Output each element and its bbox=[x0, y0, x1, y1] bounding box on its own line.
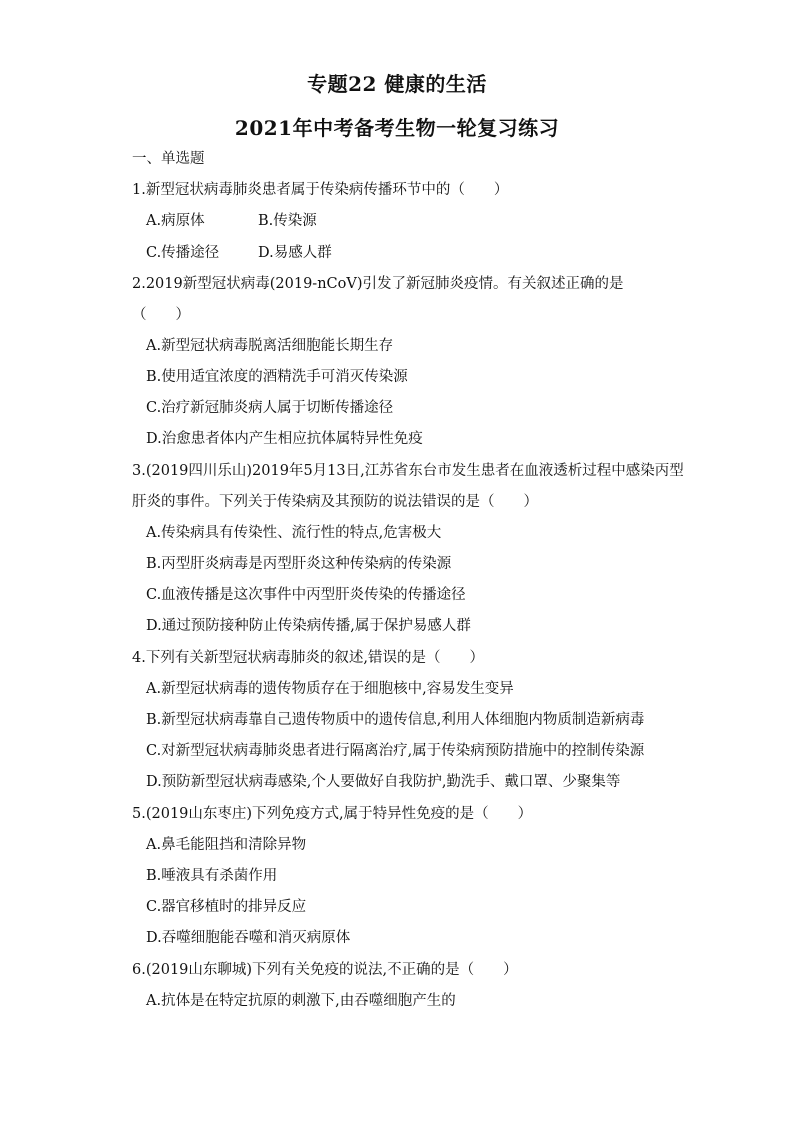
question-3-stem-cont: 肝炎的事件。下列关于传染病及其预防的说法错误的是（ ） bbox=[132, 494, 538, 510]
question-3-stem: 3.(2019四川乐山)2019年5月13日,江苏省东台市发生患者在血液透析过程中感染丙型 bbox=[132, 463, 684, 479]
question-6-stem: 6.(2019山东聊城)下列有关免疫的说法,不正确的是（ ） bbox=[132, 962, 518, 978]
question-3-option-b: B.丙型肝炎病毒是丙型肝炎这种传染病的传染源 bbox=[146, 556, 452, 572]
question-5-option-b: B.唾液具有杀菌作用 bbox=[146, 868, 278, 884]
question-3-option-a: A.传染病具有传染性、流行性的特点,危害极大 bbox=[146, 525, 442, 541]
question-1-option-c: C.传播途径 bbox=[146, 245, 220, 261]
question-4-option-a: A.新型冠状病毒的遗传物质存在于细胞核中,容易发生变异 bbox=[146, 681, 514, 697]
title-line-1: 专题22 健康的生活 bbox=[307, 72, 487, 96]
section-heading: 一、单选题 bbox=[132, 151, 205, 167]
question-2-option-b: B.使用适宜浓度的酒精洗手可消灭传染源 bbox=[146, 369, 408, 385]
question-1-option-b: B.传染源 bbox=[258, 213, 317, 229]
question-6-option-a: A.抗体是在特定抗原的刺激下,由吞噬细胞产生的 bbox=[146, 993, 456, 1009]
question-3-option-c: C.血液传播是这次事件中丙型肝炎传染的传播途径 bbox=[146, 587, 466, 603]
question-2-option-d: D.治愈患者体内产生相应抗体属特异性免疫 bbox=[146, 431, 423, 447]
question-2-stem: 2.2019新型冠状病毒(2019-nCoV)引发了新冠肺炎疫情。有关叙述正确的是 bbox=[132, 276, 624, 292]
question-5-option-c: C.器官移植时的排异反应 bbox=[146, 899, 307, 915]
question-2-option-a: A.新型冠状病毒脱离活细胞能长期生存 bbox=[146, 338, 394, 354]
question-5-option-d: D.吞噬细胞能吞噬和消灭病原体 bbox=[146, 930, 351, 946]
question-1-option-a: A.病原体 bbox=[146, 213, 205, 229]
question-2-option-c: C.治疗新冠肺炎病人属于切断传播途径 bbox=[146, 400, 394, 416]
question-1-option-d: D.易感人群 bbox=[258, 245, 332, 261]
question-2-stem-cont: （ ） bbox=[132, 307, 190, 323]
question-4-option-d: D.预防新型冠状病毒感染,个人要做好自我防护,勤洗手、戴口罩、少聚集等 bbox=[146, 774, 621, 790]
question-1-stem: 1.新型冠状病毒肺炎患者属于传染病传播环节中的（ ） bbox=[132, 182, 509, 198]
question-5-stem: 5.(2019山东枣庄)下列免疫方式,属于特异性免疫的是（ ） bbox=[132, 806, 533, 822]
question-4-option-c: C.对新型冠状病毒肺炎患者进行隔离治疗,属于传染病预防措施中的控制传染源 bbox=[146, 743, 645, 759]
title-line-2: 2021年中考备考生物一轮复习练习 bbox=[234, 116, 560, 140]
question-3-option-d: D.通过预防接种防止传染病传播,属于保护易感人群 bbox=[146, 618, 471, 634]
question-5-option-a: A.鼻毛能阻挡和清除异物 bbox=[146, 837, 307, 853]
question-4-option-b: B.新型冠状病毒靠自己遗传物质中的遗传信息,利用人体细胞内物质制造新病毒 bbox=[146, 712, 645, 728]
question-4-stem: 4.下列有关新型冠状病毒肺炎的叙述,错误的是（ ） bbox=[132, 650, 484, 666]
